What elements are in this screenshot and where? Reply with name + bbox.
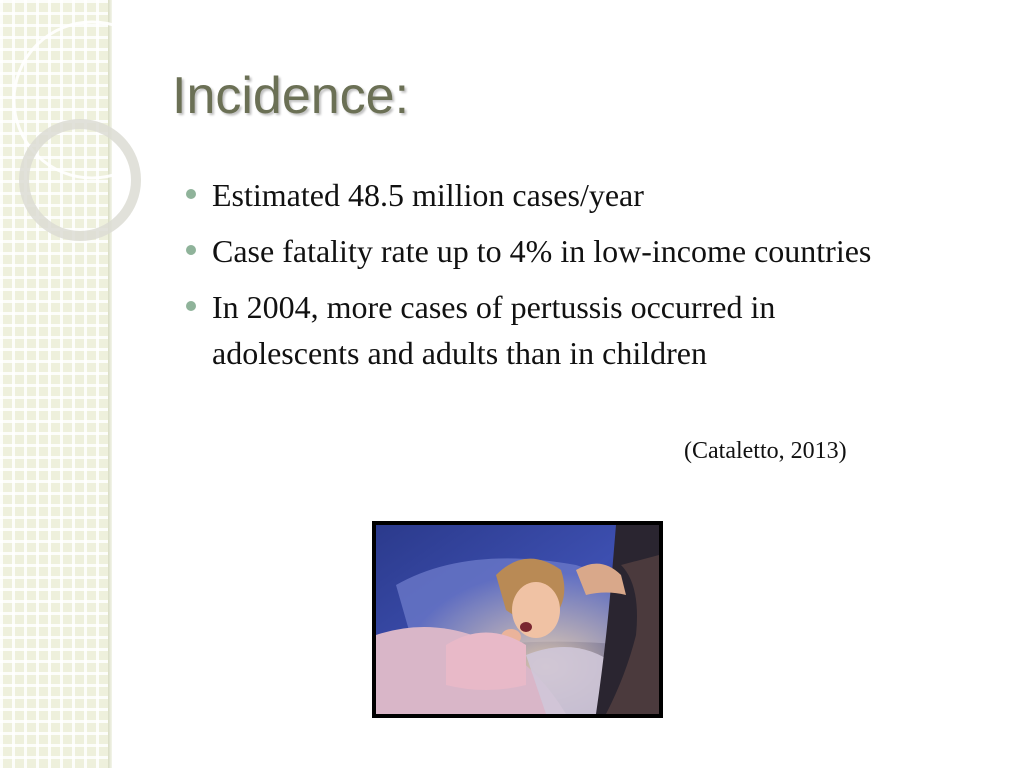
bullet-text: Case fatality rate up to 4% in low-income countries bbox=[212, 233, 872, 269]
decorative-circles bbox=[0, 0, 160, 260]
slide-title: Incidence: bbox=[172, 67, 410, 125]
photo-illustration bbox=[376, 525, 659, 714]
bullet-text: Estimated 48.5 million cases/year bbox=[212, 177, 644, 213]
bullet-dot-icon bbox=[186, 301, 196, 311]
photo-child-coughing bbox=[372, 521, 663, 718]
bullet-text: In 2004, more cases of pertussis occurred in adolescents and adults than in children bbox=[212, 289, 776, 371]
bullet-dot-icon bbox=[186, 189, 196, 199]
bullet-dot-icon bbox=[186, 245, 196, 255]
bullet-item bbox=[184, 284, 924, 376]
bullet-item bbox=[184, 228, 924, 274]
bullet-list bbox=[184, 172, 924, 386]
bullet-item bbox=[184, 172, 924, 218]
citation: (Cataletto, 2013) bbox=[684, 438, 847, 464]
